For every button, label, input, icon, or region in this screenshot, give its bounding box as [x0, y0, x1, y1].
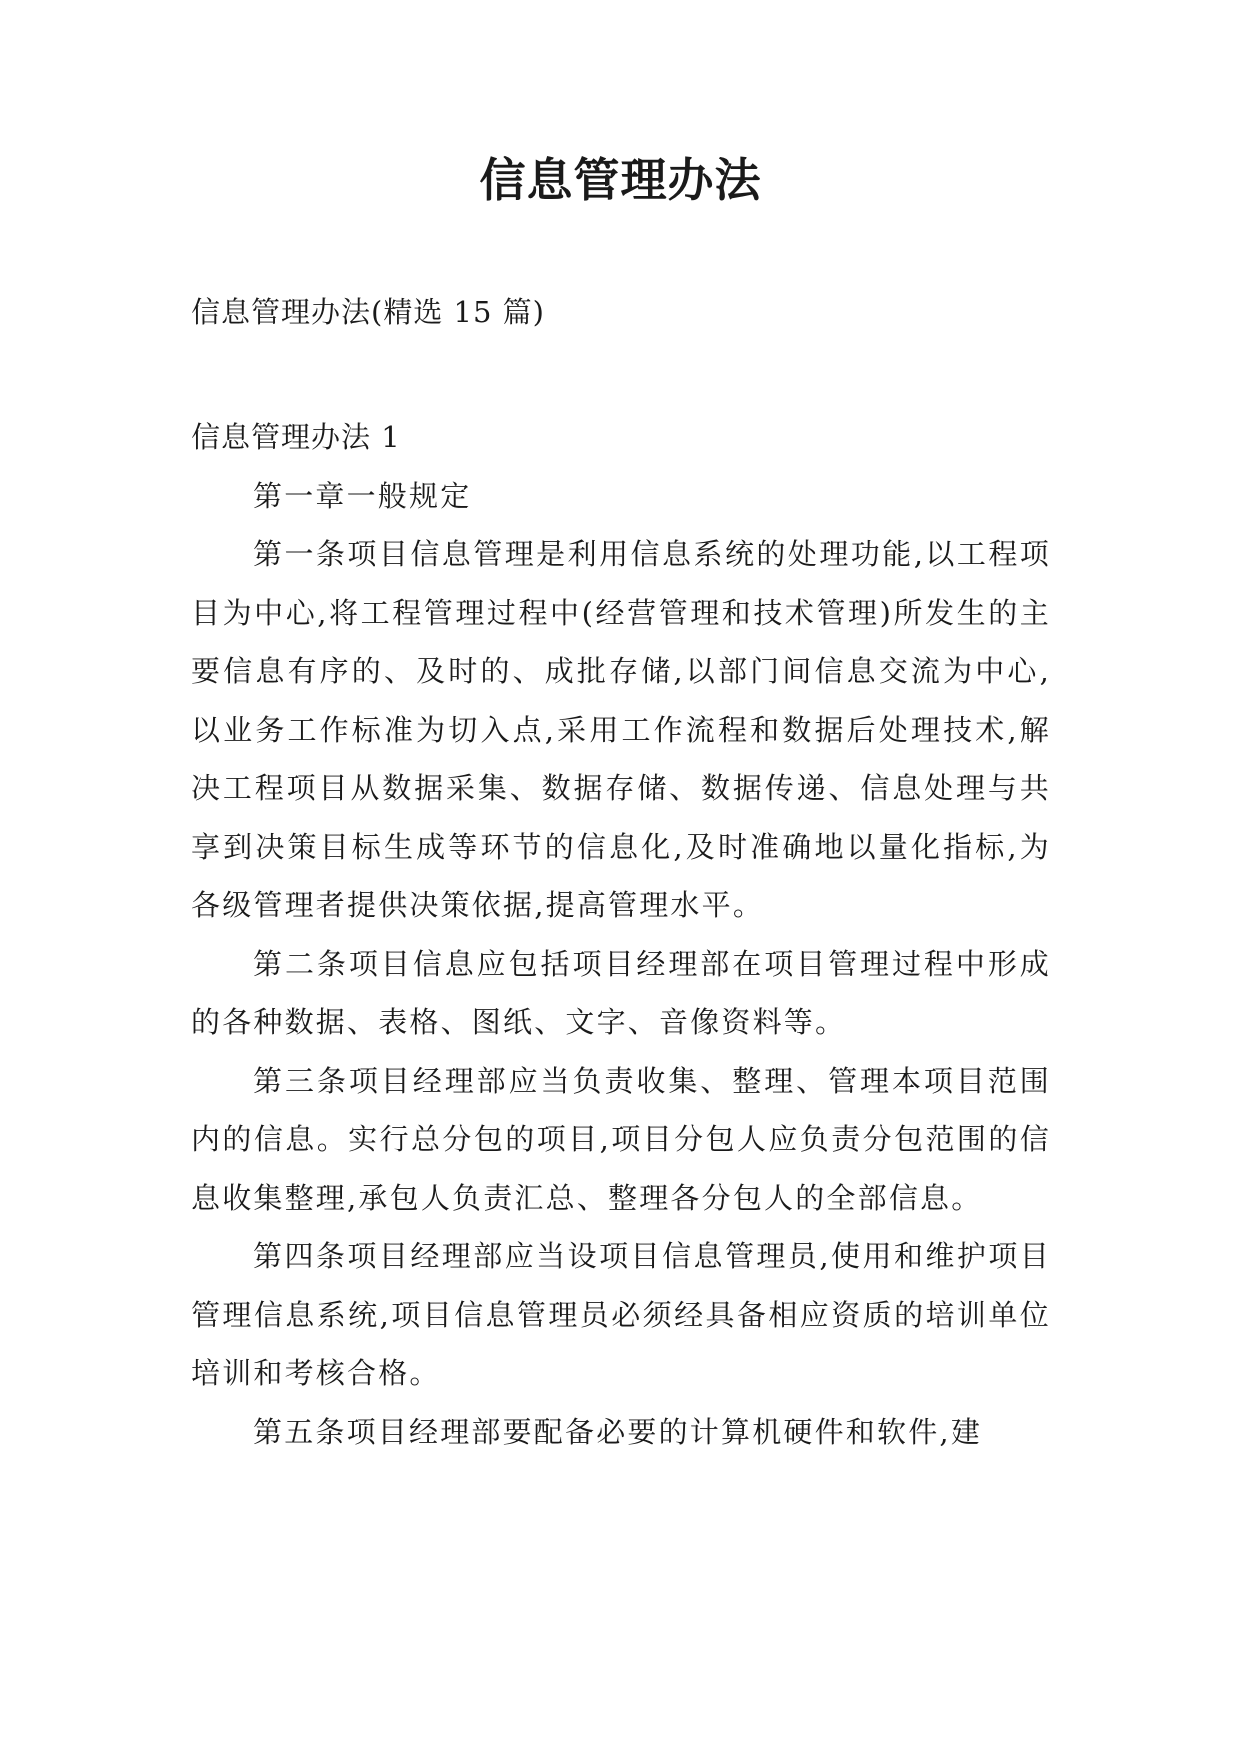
- section-heading: 信息管理办法 1: [191, 420, 401, 454]
- chapter-heading: 第一章一般规定: [253, 478, 472, 513]
- article-paragraph: 第三条项目经理部应当负责收集、整理、管理本项目范围内的信息。实行总分包的项目,项目分包人应负责分包范围的信息收集整理,承包人负责汇总、整理各分包人的全部信息。: [191, 1063, 1051, 1215]
- article-paragraph: 第一条项目信息管理是利用信息系统的处理功能,以工程项目为中心,将工程管理过程中(经营管理和技术管理)所发生的主要信息有序的、及时的、成批存储,以部门间信息交流为中心,以业务工作标准为切入点,采用工作流程和数据后处理技术,解决工程项目从数据采集、数据存储、数据传递、信息处理与共享到决策目标生成等环节的信息化,及时准确地以量化指标,为各级管理者提供决策依据,提高管理水平。: [191, 537, 1051, 922]
- document-body: [191, 408, 1051, 1461]
- article-paragraph: 第四条项目经理部应当设项目信息管理员,使用和维护项目管理信息系统,项目信息管理员必须经具备相应资质的培训单位培训和考核合格。: [191, 1239, 1051, 1390]
- article-paragraph: 第二条项目信息应包括项目经理部在项目管理过程中形成的各种数据、表格、图纸、文字、音像资料等。: [191, 946, 1051, 1039]
- article-paragraph: 第五条项目经理部要配备必要的计算机硬件和软件,建: [253, 1414, 983, 1449]
- document-subtitle: 信息管理办法(精选 15 篇): [191, 295, 545, 329]
- document-title: 信息管理办法: [479, 153, 762, 207]
